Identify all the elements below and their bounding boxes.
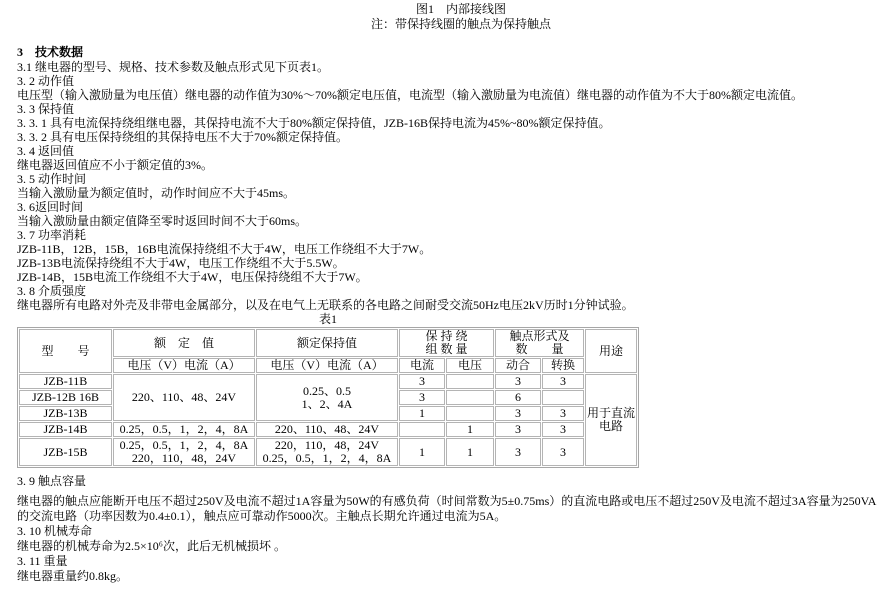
- cell-make: 3: [495, 374, 541, 389]
- clause-3-8-text: 继电器所有电路对外壳及非带电金属部分，以及在电气上无联系的各电路之间耐受交流50Hz电压2kV历时1分钟试验。: [17, 298, 634, 312]
- figure-note: 注：带保持线圈的触点为保持触点: [370, 17, 551, 31]
- clause-3-6-text: 当输入激励量由额定值降至零时返回时间不大于60ms。: [17, 214, 308, 228]
- subheader-rated-holding-units: 电压（V）电流（A）: [256, 358, 398, 373]
- header-model: 型 号: [19, 329, 112, 373]
- clause-3-10-heading: 3. 10 机械寿命: [17, 524, 93, 538]
- cell-model: JZB-12B 16B: [19, 390, 112, 405]
- clause-3-5-heading: 3. 5 动作时间: [17, 172, 87, 186]
- figure-caption-block: [0, 0, 890, 32]
- header-line: 保 持 绕: [425, 329, 468, 343]
- table-header-row: [19, 329, 637, 357]
- header-usage: 用途: [585, 329, 637, 373]
- clause-3-11-heading: 3. 11 重量: [17, 554, 68, 568]
- clause-3-2-text: 电压型（输入激励量为电压值）继电器的动作值为30%～70%额定电压值，电流型（输入激励量为电流值）继电器的动作值为不大于80%额定电流值。: [17, 88, 803, 102]
- cell-line: 220，110，48，24V: [131, 451, 237, 465]
- cell-changeover: 3: [542, 374, 584, 389]
- cell-line: 0.25、0.5: [302, 383, 351, 398]
- header-rated-value: 额 定 值: [113, 329, 255, 357]
- cell-voltage: [446, 406, 494, 421]
- section-heading: 3 技术数据: [17, 45, 84, 59]
- subheader-voltage: 电压: [446, 358, 494, 373]
- cell-rated-value: [113, 438, 255, 466]
- clause-3-6-heading: 3. 6返回时间: [17, 200, 84, 214]
- table-caption: 表1: [318, 312, 337, 326]
- clause-3-7-heading: 3. 7 功率消耗: [17, 228, 87, 242]
- clause-3-8-heading: 3. 8 介质强度: [17, 284, 87, 298]
- header-rated-holding-value: 额定保持值: [256, 329, 398, 357]
- cell-rated-holding-value: [256, 438, 398, 466]
- cell-make: 3: [495, 422, 541, 437]
- clause-3-3-heading: 3. 3 保持值: [17, 102, 75, 116]
- table-row: [19, 422, 637, 437]
- cell-voltage: [446, 374, 494, 389]
- cell-rated-holding-value: 220、110、48、24V: [256, 422, 398, 437]
- cell-current: [399, 422, 445, 437]
- cell-line: 0.25，0.5，1，2，4，8A: [262, 451, 392, 465]
- clause-3-9-heading: 3. 9 触点容量: [17, 474, 87, 488]
- cell-current: 3: [399, 390, 445, 405]
- cell-current: 1: [399, 438, 445, 466]
- clause-3-7-item: JZB-11B，12B，15B，16B电流保持绕组不大于4W，电压工作绕组不大于7W。: [17, 242, 432, 256]
- table-row: [19, 438, 637, 466]
- clause-3-4-text: 继电器返回值应不小于额定值的3%。: [17, 158, 213, 172]
- clause-3-7-item: JZB-13B电流保持绕组不大于4W，电压工作绕组不大于5.5W。: [17, 256, 345, 270]
- cell-model: JZB-11B: [19, 374, 112, 389]
- cell-model: JZB-15B: [19, 438, 112, 466]
- cell-line: 0.25，0.5，1，2，4，8A: [119, 438, 249, 452]
- clause-3-11-text: 继电器重量约0.8kg。: [17, 569, 129, 583]
- header-line: 数 量: [515, 342, 564, 356]
- cell-line: 1、2、4A: [301, 396, 353, 411]
- cell-changeover: 3: [542, 422, 584, 437]
- header-holding-winding-count: [399, 329, 494, 357]
- clause-3-1: 3.1 继电器的型号、规格、技术参数及触点形式见下页表1。: [17, 60, 330, 74]
- cell-rated-value-shared: 220、110、48、24V: [113, 374, 255, 421]
- clause-3-2-heading: 3. 2 动作值: [17, 74, 75, 88]
- cell-current: 1: [399, 406, 445, 421]
- clause-3-3-1: 3. 3. 1 具有电流保持绕组继电器，其保持电流不大于80%额定保持值，JZB-16B保持电流为45%~80%额定保持值。: [17, 116, 611, 130]
- cell-rated-value: 0.25，0.5，1，2，4，8A: [113, 422, 255, 437]
- clause-3-4-heading: 3. 4 返回值: [17, 144, 75, 158]
- table-row: [19, 374, 637, 389]
- clause-3-9-text: 继电器的触点应能断开电压不超过250V及电流不超过1A容量为50W的有感负荷（时间常数为5±0.75ms）的直流电路或电压不超过250V及电流不超过3A容量为250VA的交流电路（功率因数为0.4±0.1），触点应可靠动作5000次。主触点长期允许通过电流为5A。: [17, 494, 877, 523]
- clause-3-10-text: 继电器的机械寿命为2.5×10⁶次，此后无机械损坏 。: [17, 539, 286, 553]
- figure-caption: 图1 内部接线图: [415, 2, 506, 16]
- clause-3-5-text: 当输入激励量为额定值时，动作时间应不大于45ms。: [17, 186, 296, 200]
- cell-voltage: 1: [446, 438, 494, 466]
- header-contact-form-count: [495, 329, 584, 357]
- cell-rated-holding-value-shared: [256, 374, 398, 421]
- cell-changeover: [542, 390, 584, 405]
- subheader-make: 动合: [495, 358, 541, 373]
- cell-model: JZB-14B: [19, 422, 112, 437]
- cell-line: 220，110，48，24V: [274, 438, 380, 452]
- technical-data-section: [0, 45, 883, 584]
- cell-voltage: [446, 390, 494, 405]
- cell-changeover: 3: [542, 406, 584, 421]
- cell-changeover: 3: [542, 438, 584, 466]
- cell-model: JZB-13B: [19, 406, 112, 421]
- table-1: [17, 327, 639, 468]
- header-line: 组 数 量: [425, 342, 468, 356]
- clause-3-3-2: 3. 3. 2 具有电压保持绕组的其保持电压不大于70%额定保持值。: [17, 130, 348, 144]
- cell-make: 3: [495, 406, 541, 421]
- cell-current: 3: [399, 374, 445, 389]
- subheader-changeover: 转换: [542, 358, 584, 373]
- cell-voltage: 1: [446, 422, 494, 437]
- header-line: 触点形式及: [509, 329, 570, 343]
- cell-make: 6: [495, 390, 541, 405]
- clause-3-7-item: JZB-14B，15B电流工作绕组不大于4W，电压保持绕组不大于7W。: [17, 270, 368, 284]
- cell-make: 3: [495, 438, 541, 466]
- cell-usage: 用于直流电路: [585, 374, 637, 466]
- subheader-current: 电流: [399, 358, 445, 373]
- subheader-rated-value-units: 电压（V）电流（A）: [113, 358, 255, 373]
- post-table-section: [17, 474, 883, 584]
